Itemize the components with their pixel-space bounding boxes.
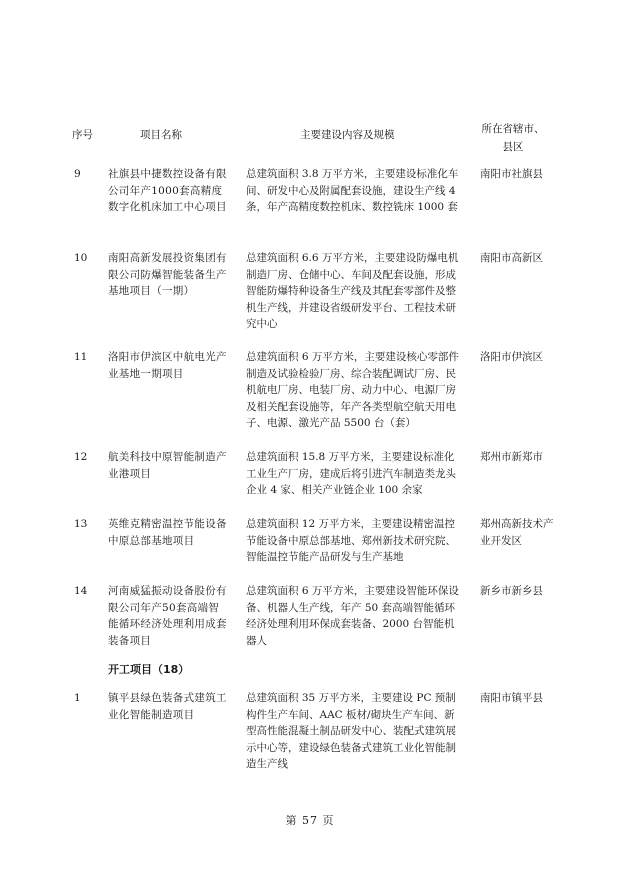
row-project-name: 南阳高新发展投资集团有限公司防爆智能装备生产基地项目（一期） xyxy=(108,252,227,297)
row-seq: 1 xyxy=(74,692,81,704)
row-seq: 14 xyxy=(74,585,88,597)
header-location-line2: 县区 xyxy=(502,141,524,153)
page-number: 第 57 页 xyxy=(285,814,335,827)
header-project-name: 项目名称 xyxy=(140,129,182,141)
row-project-name: 航美科技中原智能制造产业港项目 xyxy=(108,451,227,480)
section-heading: 开工项目（18） xyxy=(108,663,190,676)
row-project-name: 洛阳市伊滨区中航电光产业基地一期项目 xyxy=(108,351,227,380)
row-location: 洛阳市伊滨区 xyxy=(480,351,543,363)
row-location: 郑州市新郑市 xyxy=(480,451,543,463)
row-location: 南阳市高新区 xyxy=(480,252,543,264)
row-content: 总建筑面积 6 万平方米，主要建设智能环保设备、机器人生产线，年产 50 套高端智能循环经济处理利用环保成套装备、2000 台智能机器人 xyxy=(246,585,459,647)
row-location: 南阳市社旗县 xyxy=(480,168,543,180)
row-seq: 9 xyxy=(74,168,81,180)
row-project-name: 镇平县绿色装备式建筑工业化智能制造项目 xyxy=(108,692,227,721)
row-project-name: 英维克精密温控节能设备中原总部基地项目 xyxy=(108,518,227,547)
row-location: 南阳市镇平县 xyxy=(480,692,543,704)
row-seq: 10 xyxy=(74,252,88,264)
row-content: 总建筑面积 3.8 万平方米，主要建设标准化车间、研发中心及附属配套设施，建设生产线 4 条，年产高精度数控机床、数控铣床 1000 套 xyxy=(246,168,459,213)
row-location: 新乡市新乡县 xyxy=(480,585,543,597)
row-project-name: 社旗县中捷数控设备有限公司年产1000套高精度数字化机床加工中心项目 xyxy=(108,168,227,213)
row-content: 总建筑面积 12 万平方米，主要建设精密温控节能设备中原总部基地、郑州新技术研究院、智能温控节能产品研发与生产基地 xyxy=(246,518,456,563)
row-project-name: 河南威猛振动设备股份有限公司年产50套高端智能循环经济处理利用成套装备项目 xyxy=(108,585,227,647)
row-seq: 12 xyxy=(74,451,88,463)
row-seq: 13 xyxy=(74,518,88,530)
row-content: 总建筑面积 6 万平方米，主要建设核心零部件制造及试验检验厂房、综合装配调试厂房、民机航电厂房、电装厂房、动力中心、电源厂房及相关配套设施等，年产各类型航空航天用电子、电源、激光产品 5500 台（套） xyxy=(246,351,459,429)
header-seq: 序号 xyxy=(72,129,93,141)
header-content: 主要建设内容及规模 xyxy=(300,129,395,141)
header-location-line1: 所在省辖市、 xyxy=(481,123,545,135)
row-content: 总建筑面积 15.8 万平方米，主要建设标准化工业生产厂房，建成后将引进汽车制造类龙头企业 4 家、相关产业链企业 100 余家 xyxy=(246,451,456,496)
header-location xyxy=(478,120,548,156)
row-location: 郑州高新技术产业开发区 xyxy=(480,518,554,547)
row-content: 总建筑面积 6.6 万平方米，主要建设防爆电机制造厂房、仓储中心、车间及配套设施，形成智能防爆特种设备生产线及其配套零部件及整机生产线，并建设省级研发平台、工程技术研究中心 xyxy=(246,252,459,330)
row-seq: 11 xyxy=(74,351,88,363)
row-content: 总建筑面积 35 万平方米，主要建设 PC 预制构件生产车间、AAC 板材/砌块生产车间、新型高性能混凝土制品研发中心、装配式建筑展示中心等，建设绿色装备式建筑工业化智能制造生产线 xyxy=(246,692,456,770)
